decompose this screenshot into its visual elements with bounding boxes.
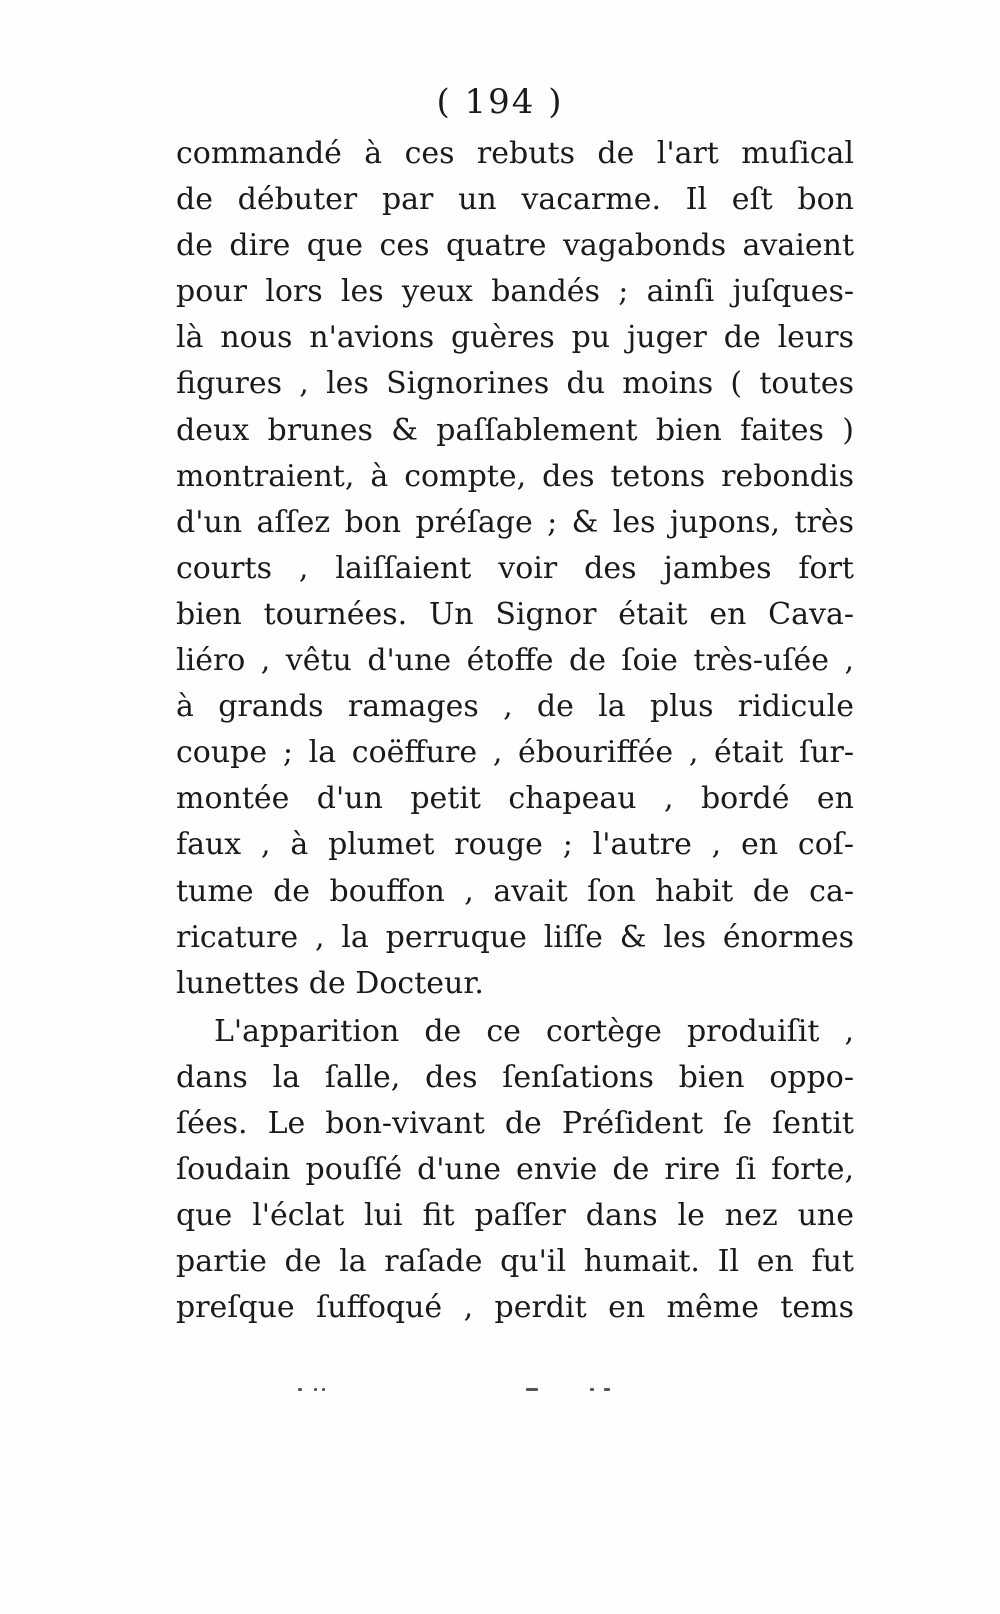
ink-speck [314,1388,317,1391]
text-line: ricature , la perruque liſſe & les énormes [176,919,854,955]
text-line: preſque ſuffoqué , perdit en même tems [176,1290,854,1326]
print-specks [290,1388,630,1394]
text-line: d'un aſſez bon préſage ; & les jupons, très [176,504,854,540]
text-line: bien tournées. Un Signor était en Cava- [176,596,854,632]
text-line: de dire que ces quatre vagabonds avaient [176,228,854,264]
text-line: que l'éclat lui fit paſſer dans le nez une [176,1198,854,1234]
text-line: faux , à plumet rouge ; l'autre , en coſ- [176,827,854,863]
paragraph-1 [176,131,854,1007]
text-line: commandé à ces rebuts de l'art muſical [176,136,854,171]
text-line: tume de bouffon , avait ſon habit de ca- [176,873,854,909]
text-line: courts , laiſſaient voir des jambes fort [176,550,854,586]
page-number: ( 194 ) [436,82,564,122]
text-line: partie de la raſade qu'il humait. Il en fut [176,1244,854,1280]
ink-speck [604,1388,610,1391]
text-line: dans la ſalle, des ſenſations bien oppo- [176,1059,854,1095]
text-line: ſoudain pouſſé d'une envie de rire ſi forte, [176,1152,854,1188]
ink-speck [322,1388,325,1391]
text-line: montraient, à compte, des tetons rebondis [176,458,854,494]
text-line: ſées. Le bon-vivant de Préſident ſe ſentit [176,1105,854,1141]
text-line: à grands ramages , de la plus ridicule [176,689,854,725]
text-line: pour lors les yeux bandés ; ainſi juſques- [176,274,854,310]
ink-speck [590,1388,594,1391]
text-line: figures , les Signorines du moins ( toutes [176,366,854,402]
paragraph-2 [176,1009,854,1332]
text-line: là nous n'avions guères pu juger de leurs [176,320,854,356]
text-line: liéro , vêtu d'une étoffe de ſoie très-uſée , [176,643,854,679]
ink-speck [526,1388,538,1391]
text-line: L'apparition de ce cortège produiſit , [214,1013,854,1049]
text-line: coupe ; la coëffure , ébouriffée , était ſur- [176,735,854,771]
text-line: montée d'un petit chapeau , bordé en [176,781,854,817]
text-line: de débuter par un vacarme. Il eſt bon [176,182,854,218]
text-line: lunettes de Docteur. [176,965,484,1001]
body-text [176,131,854,1331]
text-line: deux brunes & paſſablement bien faites ) [176,412,854,448]
ink-speck [298,1388,302,1391]
